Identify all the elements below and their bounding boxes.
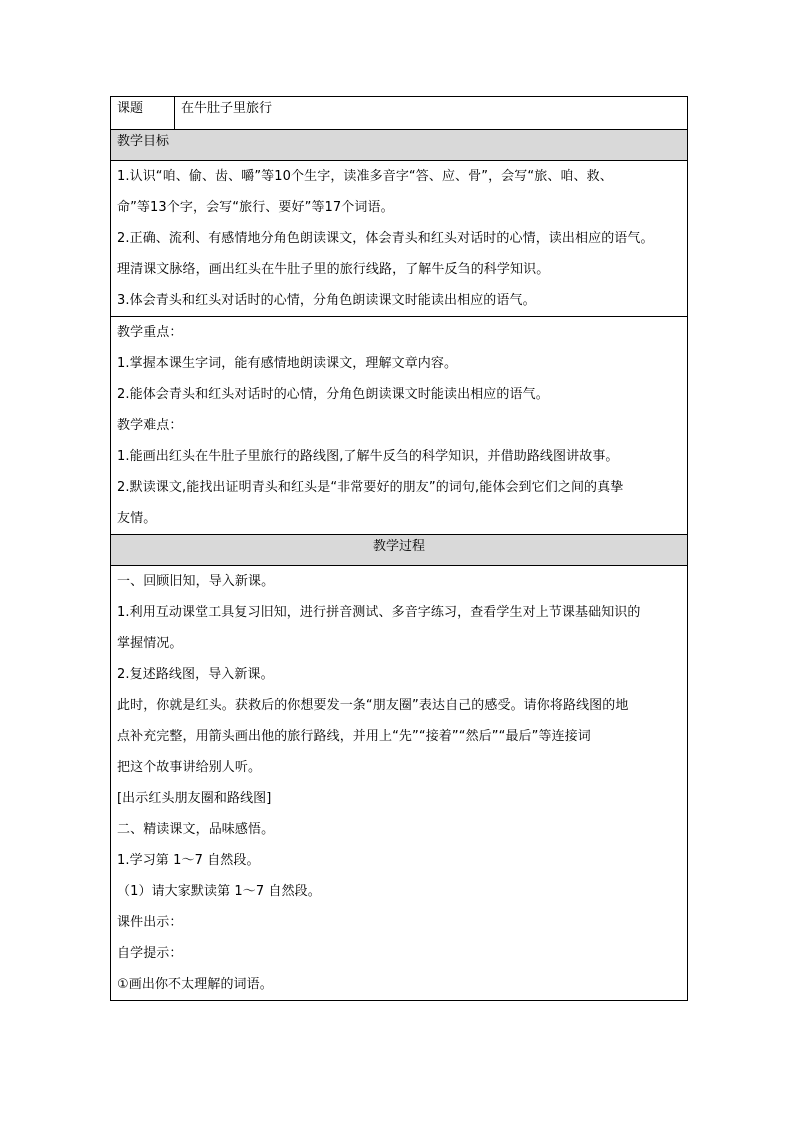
objectives-line: 理清课文脉络，画出红头在牛肚子里的旅行线路，了解牛反刍的科学知识。: [117, 262, 550, 277]
lesson-plan-table: [110, 96, 688, 1001]
process-line: 1.学习第 1～7 自然段。: [117, 853, 260, 868]
process-line: 此时，你就是红头。获救后的你想要发一条“朋友圈”表达自己的感受。请你将路线图的地: [117, 698, 629, 713]
key-points-line: 1.掌握本课生字词，能有感情地朗读课文，理解文章内容。: [117, 356, 458, 371]
objectives-row: [111, 161, 688, 317]
title-label: 课题: [111, 97, 175, 130]
process-line: 课件出示：: [117, 915, 183, 930]
process-line: ①画出你不太理解的词语。: [117, 977, 273, 992]
key-points-line: 友情。: [117, 511, 157, 526]
process-line: （1）请大家默读第 1～7 自然段。: [117, 884, 321, 899]
key-points-line: 教学难点：: [117, 418, 183, 433]
process-header-row: [111, 535, 688, 566]
key-points-row: [111, 317, 688, 535]
process-row: [111, 566, 688, 1001]
key-points-line: 2.默读课文,能找出证明青头和红头是“非常要好的朋友”的词句,能体会到它们之间的真挚: [117, 480, 624, 495]
process-line: [出示红头朋友圈和路线图]: [117, 791, 272, 806]
objectives-line: 命”等13个字，会写“旅行、要好”等17个词语。: [117, 200, 394, 215]
key-points-line: 1.能画出红头在牛肚子里旅行的路线图,了解牛反刍的科学知识，并借助路线图讲故事。: [117, 449, 619, 464]
process-line: 点补充完整，用箭头画出他的旅行路线，并用上“先”“接着”“然后”“最后”等连接词: [117, 729, 591, 744]
key-points-line: 教学重点：: [117, 325, 183, 340]
objectives-line: 3.体会青头和红头对话时的心情，分角色朗读课文时能读出相应的语气。: [117, 293, 536, 308]
process-header: 教学过程: [111, 535, 688, 566]
objectives-header-row: [111, 130, 688, 161]
process-line: 二、精读课文，品味感悟。: [117, 822, 275, 837]
process-line: 一、回顾旧知，导入新课。: [117, 574, 275, 589]
objectives-content: [111, 161, 688, 317]
lesson-title: 在牛肚子里旅行: [175, 97, 688, 130]
process-line: 掌握情况。: [117, 636, 183, 651]
title-row: [111, 97, 688, 130]
lesson-plan-page: [110, 96, 688, 1001]
objectives-line: 2.正确、流利、有感情地分角色朗读课文，体会青头和红头对话时的心情，读出相应的语气。: [117, 231, 654, 246]
objectives-header: 教学目标: [111, 130, 688, 161]
key-points-line: 2.能体会青头和红头对话时的心情，分角色朗读课文时能读出相应的语气。: [117, 387, 549, 402]
process-line: 自学提示：: [117, 946, 183, 961]
process-line: 把这个故事讲给别人听。: [117, 760, 262, 775]
key-points-content: [111, 317, 688, 535]
objectives-line: 1.认识“咱、偷、齿、嚼”等10个生字，读准多音字“答、应、骨”，会写“旅、咱、救、: [117, 169, 613, 184]
process-line: 1.利用互动课堂工具复习旧知，进行拼音测试、多音字练习，查看学生对上节课基础知识的: [117, 605, 641, 620]
process-content: [111, 566, 688, 1001]
process-line: 2.复述路线图，导入新课。: [117, 667, 274, 682]
